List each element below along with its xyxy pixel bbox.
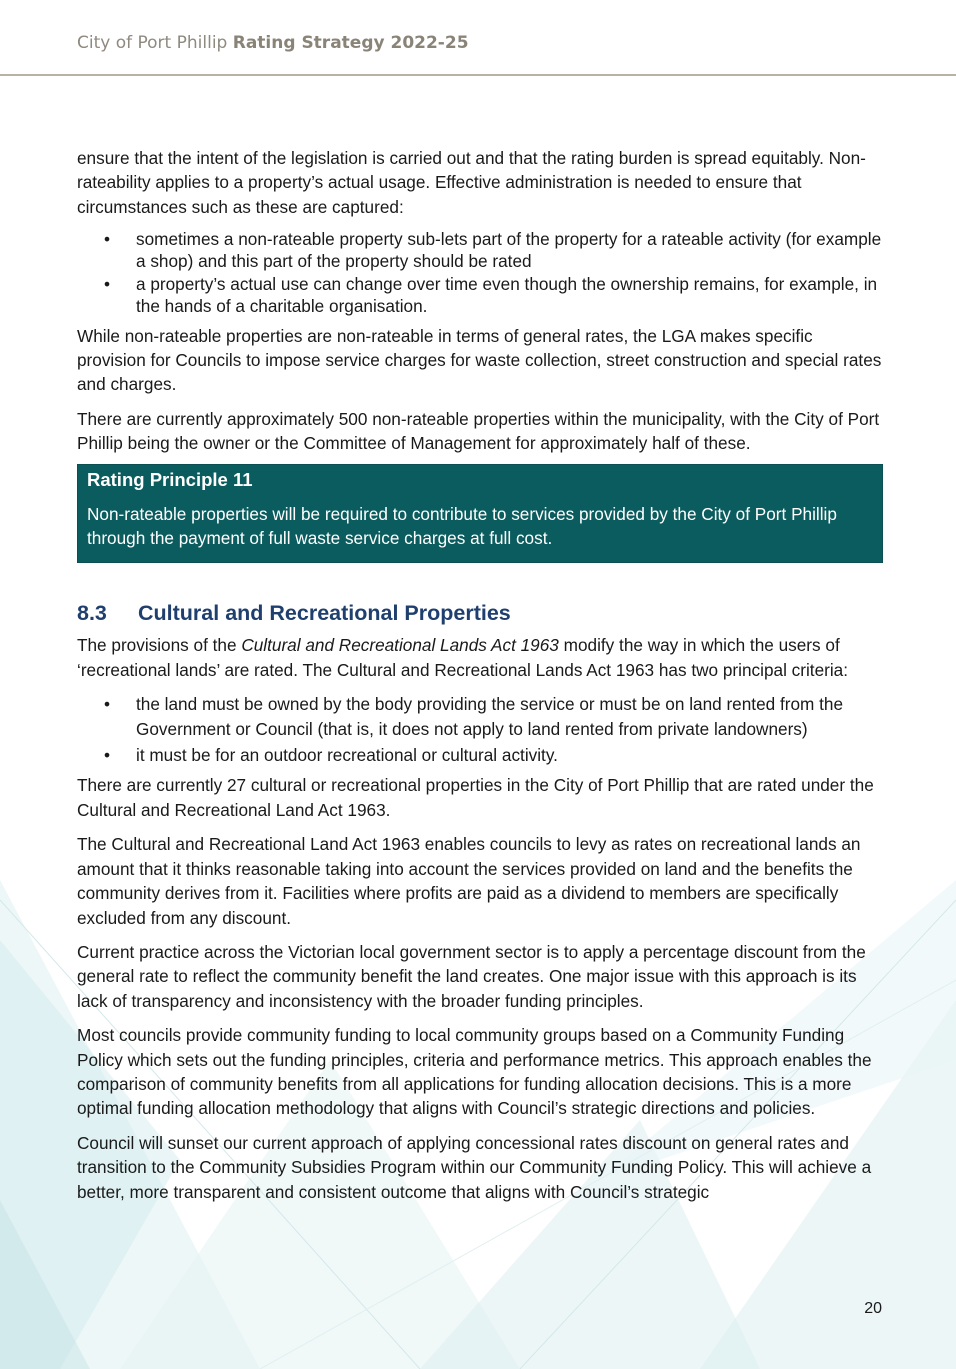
list-item: • a property’s actual use can change over time even though the ownership remains, for example, in the hands of a charitable organisation.	[104, 274, 878, 316]
bullet-icon: •	[104, 694, 111, 715]
section-paragraph: Most councils provide community funding to local community groups based on a Community Funding Policy which sets out the funding principles, criteria and performance metrics. This approach enables the comparison of community benefits from all applications for funding allocation decisions. This is a more optimal funding allocation methodology that aligns with Council’s strategic directions and policies.	[77, 1025, 872, 1119]
page-number: 20	[864, 1300, 882, 1317]
principle-title: Rating Principle 11	[87, 468, 253, 490]
list-item: • the land must be owned by the body providing the service or must be on land rented from the Government or Council (that is, it does not apply to land rented from private landowners)	[104, 694, 844, 739]
list-item: • sometimes a non-rateable property sub-lets part of the property for a rateable activity (for example a shop) and this part of the property should be rated	[104, 229, 882, 271]
intro-paragraph-1: ensure that the intent of the legislation is carried out and that the rating burden is spread equitably. Non-rateability applies to a property’s actual usage. Effective administration is needed to ensure that circumstances such as these are captured:	[77, 148, 866, 217]
section-paragraph: Current practice across the Victorian local government sector is to apply a percentage discount from the general rate to reflect the community benefit the land creates. One major issue with this approach is its lack of transparency and inconsistency with the broader funding principles.	[77, 941, 866, 1011]
bullet-icon: •	[104, 229, 111, 250]
intro-bullet-list	[77, 229, 883, 317]
section-paragraph: Council will sunset our current approach of applying concessional rates discount on general rates and transition to the Community Subsidies Program within our Community Funding Policy. This will achieve a better, more transparent and consistent outcome that aligns with Council’s strategic	[77, 1132, 872, 1202]
header-document-title: Rating Strategy 2022-25	[232, 33, 469, 53]
rating-principle-box	[77, 464, 883, 564]
list-item: • it must be for an outdoor recreational or cultural activity.	[77, 743, 883, 767]
section-number: 8.3	[77, 601, 107, 626]
criteria-bullet-list	[77, 692, 883, 767]
act-title-italic: Cultural and Recreational Lands Act 1963	[241, 635, 559, 656]
principle-body: Non-rateable properties will be required to contribute to services provided by the City of Port Phillip through the payment of full waste service charges at full cost.	[87, 503, 837, 549]
page-header	[0, 0, 956, 76]
header-org: City of Port Phillip	[77, 33, 233, 53]
page-content	[77, 146, 883, 1214]
section-title: Cultural and Recreational Properties	[138, 601, 511, 626]
intro-paragraph-3: There are currently approximately 500 non-rateable properties within the municipality, with the City of Port Phillip being the owner or the Committee of Management for approximately half of these.	[77, 408, 880, 454]
bullet-icon: •	[104, 274, 111, 295]
header-title	[77, 33, 469, 53]
section-paragraph: There are currently 27 cultural or recreational properties in the City of Port Phillip that are rated under the Cultural and Recreational Land Act 1963.	[77, 775, 874, 820]
section-paragraph-1: The provisions of the Cultural and Recreational Lands Act 1963 modify the way in which the users of ‘recreational lands’ are rated. The Cultural and Recreational Lands Act 1963 has two principal criteria:	[77, 635, 849, 680]
intro-paragraph-2: While non-rateable properties are non-rateable in terms of general rates, the LGA makes specific provision for Councils to impose service charges for waste collection, street construction and special rates and charges.	[77, 325, 882, 395]
section-paragraph: The Cultural and Recreational Land Act 1963 enables councils to levy as rates on recreational lands an amount that it thinks reasonable taking into account the services provided on land and the benefits the community derives from it. Facilities where profits are paid as a dividend to members are specifically excluded from any discount.	[77, 834, 861, 928]
section-heading	[77, 599, 883, 627]
bullet-icon: •	[104, 745, 111, 766]
